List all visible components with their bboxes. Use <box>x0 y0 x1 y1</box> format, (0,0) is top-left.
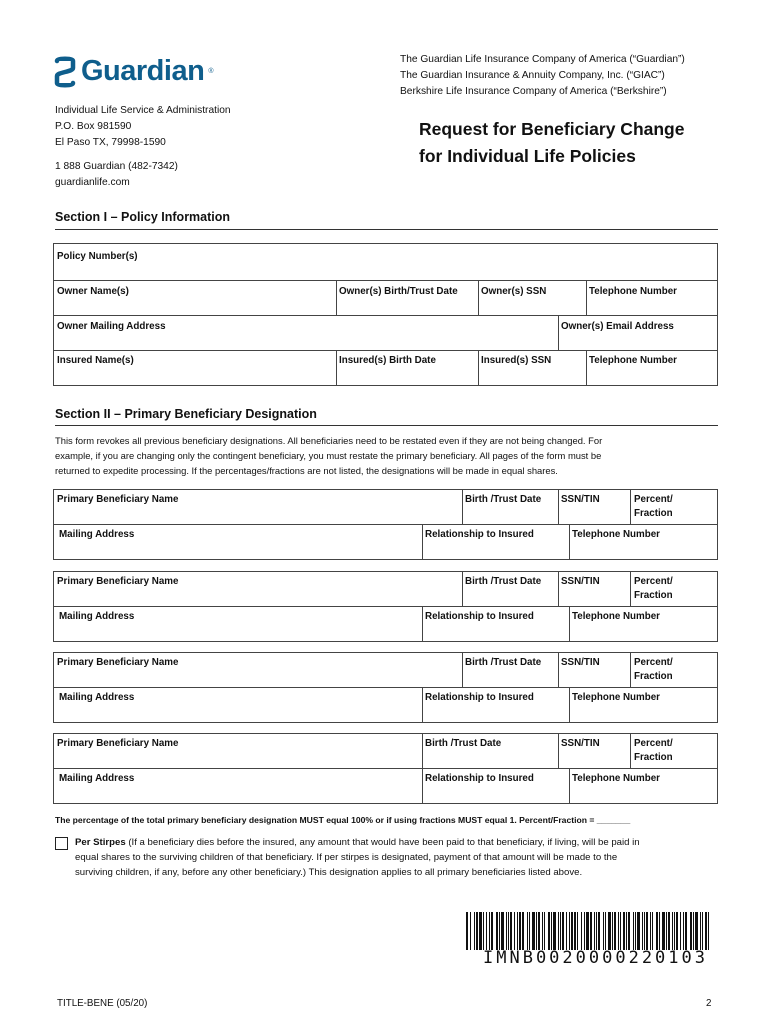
barcode-bar <box>650 912 651 950</box>
beneficiary-percent-field[interactable]: Percent/ Fraction <box>634 576 673 601</box>
barcode-bar <box>608 912 611 950</box>
barcode-bar <box>683 912 684 950</box>
beneficiary-block-3 <box>53 652 718 723</box>
barcode-bar <box>479 912 482 950</box>
barcode-bar <box>695 912 698 950</box>
barcode-bar <box>623 912 625 950</box>
barcode-bar <box>553 912 556 950</box>
barcode-bar <box>668 912 670 950</box>
owner-ssn-field[interactable]: Owner(s) SSN <box>481 286 547 297</box>
barcode-bar <box>662 912 665 950</box>
company-line: The Guardian Insurance & Annuity Company, Inc. (“GIAC”) <box>400 70 665 81</box>
beneficiary-relationship-field[interactable]: Relationship to Insured <box>425 773 534 784</box>
barcode-bar <box>635 912 636 950</box>
beneficiary-block-4 <box>53 733 718 804</box>
barcode-bar <box>551 912 552 950</box>
barcode-bar <box>637 912 640 950</box>
barcode-bar <box>571 912 573 950</box>
barcode-bar <box>672 912 673 950</box>
return-address <box>55 103 231 191</box>
website-line: guardianlife.com <box>55 177 130 188</box>
barcode-bar <box>470 912 471 950</box>
beneficiary-percent-field[interactable]: Percent/ Fraction <box>634 657 673 682</box>
beneficiary-mailing-field[interactable]: Mailing Address <box>59 773 135 784</box>
beneficiary-ssn-field[interactable]: SSN/TIN <box>561 738 600 749</box>
beneficiary-ssn-field[interactable]: SSN/TIN <box>561 576 600 587</box>
barcode-bar <box>680 912 681 950</box>
beneficiary-birth-field[interactable]: Birth /Trust Date <box>465 657 542 668</box>
barcode-bar <box>510 912 512 950</box>
barcode-bar <box>506 912 507 950</box>
policy-number-field[interactable]: Policy Number(s) <box>57 251 138 262</box>
barcode-bar <box>483 912 484 950</box>
form-code: TITLE-BENE (05/20) <box>57 998 148 1009</box>
beneficiary-relationship-field[interactable]: Relationship to Insured <box>425 529 534 540</box>
barcode-bar <box>491 912 493 950</box>
barcode-bar <box>560 912 561 950</box>
document-title: Request for Beneficiary Change for Individual Life Policies <box>419 119 685 166</box>
barcode-bar <box>659 912 660 950</box>
barcode-bar <box>532 912 535 950</box>
barcode-bar <box>476 912 478 950</box>
beneficiary-birth-field[interactable]: Birth /Trust Date <box>465 494 542 505</box>
beneficiary-phone-field[interactable]: Telephone Number <box>572 773 660 784</box>
barcode-bar <box>489 912 490 950</box>
beneficiary-relationship-field[interactable]: Relationship to Insured <box>425 692 534 703</box>
barcode-bar <box>700 912 701 950</box>
owner-birth-field[interactable]: Owner(s) Birth/Trust Date <box>339 286 458 297</box>
beneficiary-name-field[interactable]: Primary Beneficiary Name <box>57 576 179 587</box>
barcode-bar <box>605 912 606 950</box>
insured-birth-field[interactable]: Insured(s) Birth Date <box>339 355 436 366</box>
barcode-bar <box>693 912 694 950</box>
barcode-bar <box>562 912 564 950</box>
page-number: 2 <box>706 998 712 1009</box>
barcode-bar <box>517 912 518 950</box>
owner-email-field[interactable]: Owner(s) Email Address <box>561 321 674 332</box>
company-line: Berkshire Life Insurance Company of America (“Berkshire”) <box>400 86 667 97</box>
section-2-intro: This form revokes all previous beneficiary designations. All beneficiaries need to be restated even if they are not being changed. For example, if you are changing only the contingent beneficiary, you must restate the primary beneficiary. All pages of the form must be returned to expedite processing. If the percentages/fractions are not listed, the designations will be made in equal shares. <box>55 435 603 476</box>
barcode-bar <box>596 912 597 950</box>
per-stirpes-label: Per Stirpes <box>75 837 126 848</box>
barcode-bars <box>466 912 710 950</box>
barcode-bar <box>644 912 645 950</box>
barcode-bar <box>614 912 616 950</box>
barcode-bar <box>586 912 589 950</box>
barcode-text: IMNB0020000220103 <box>483 948 708 968</box>
barcode-bar <box>705 912 707 950</box>
barcode-bar <box>566 912 567 950</box>
barcode-bar <box>590 912 592 950</box>
barcode-bar <box>514 912 515 950</box>
logo-wordmark: Guardian <box>81 55 205 87</box>
section-1-title: Section I – Policy Information <box>55 210 231 224</box>
barcode-bar <box>676 912 678 950</box>
insured-phone-field[interactable]: Telephone Number <box>589 355 677 366</box>
barcode-bar <box>612 912 613 950</box>
beneficiary-name-field[interactable]: Primary Beneficiary Name <box>57 494 179 505</box>
beneficiary-mailing-field[interactable]: Mailing Address <box>59 611 135 622</box>
barcode-bar <box>628 912 630 950</box>
barcode-bar <box>652 912 653 950</box>
barcode-bar <box>618 912 619 950</box>
barcode-bar <box>519 912 521 950</box>
owner-mailing-field[interactable]: Owner Mailing Address <box>57 321 166 332</box>
beneficiary-ssn-field[interactable]: SSN/TIN <box>561 657 600 668</box>
barcode-bar <box>486 912 487 950</box>
beneficiary-mailing-field[interactable]: Mailing Address <box>59 529 135 540</box>
barcode-bar <box>620 912 621 950</box>
policy-info-table <box>53 243 718 386</box>
section-2-rule <box>55 425 718 426</box>
percentage-total-note: The percentage of the total primary beneficiary designation MUST equal 100% or if using fractions MUST equal 1. Percent/Fraction = _______ <box>55 815 631 825</box>
barcode-bar <box>496 912 498 950</box>
company-list <box>400 52 685 100</box>
insured-name-field[interactable]: Insured Name(s) <box>57 355 134 366</box>
barcode-bar <box>626 912 627 950</box>
barcode-bar <box>633 912 634 950</box>
barcode-bar <box>501 912 504 950</box>
barcode-bar <box>581 912 582 950</box>
beneficiary-name-field[interactable]: Primary Beneficiary Name <box>57 657 179 668</box>
address-line: Individual Life Service & Administration <box>55 105 231 116</box>
barcode-bar <box>542 912 543 950</box>
barcode-bar <box>577 912 578 950</box>
barcode-bar <box>508 912 509 950</box>
beneficiary-name-field[interactable]: Primary Beneficiary Name <box>57 738 179 749</box>
beneficiary-phone-field[interactable]: Telephone Number <box>572 692 660 703</box>
barcode-bar <box>656 912 658 950</box>
barcode-bar <box>527 912 528 950</box>
per-stirpes-text: Per Stirpes (If a beneficiary dies before the insured, any amount that would have been paid to that beneficiary, if living, will be paid in equal shares to the surviving children of that beneficiary. If per stirpes is designated, payment of that amount will be made to the surviving children, if any, before any other beneficiary.) This designation applies to all primary beneficiaries listed above. <box>75 837 640 878</box>
barcode-bar <box>646 912 648 950</box>
barcode <box>466 912 710 950</box>
beneficiary-phone-field[interactable]: Telephone Number <box>572 529 660 540</box>
barcode-bar <box>538 912 540 950</box>
guardian-logo <box>53 55 213 88</box>
barcode-bar <box>474 912 475 950</box>
beneficiary-block-2 <box>53 571 718 642</box>
insured-ssn-field[interactable]: Insured(s) SSN <box>481 355 552 366</box>
barcode-bar <box>674 912 675 950</box>
barcode-bar <box>499 912 500 950</box>
beneficiary-percent-field[interactable]: Percent/ Fraction <box>634 494 673 519</box>
barcode-bar <box>666 912 667 950</box>
barcode-bar <box>690 912 692 950</box>
barcode-bar <box>685 912 687 950</box>
beneficiary-birth-field[interactable]: Birth /Trust Date <box>425 738 502 749</box>
beneficiary-relationship-field[interactable]: Relationship to Insured <box>425 611 534 622</box>
beneficiary-phone-field[interactable]: Telephone Number <box>572 611 660 622</box>
barcode-bar <box>642 912 643 950</box>
barcode-bar <box>702 912 703 950</box>
section-2-title: Section II – Primary Beneficiary Designation <box>55 407 317 421</box>
owner-phone-field[interactable]: Telephone Number <box>589 286 677 297</box>
section-1-rule <box>55 229 718 230</box>
barcode-bar <box>603 912 604 950</box>
barcode-bar <box>548 912 550 950</box>
barcode-bar <box>529 912 530 950</box>
beneficiary-ssn-field[interactable]: SSN/TIN <box>561 494 600 505</box>
phone-line: 1 888 Guardian (482-7342) <box>55 161 178 172</box>
beneficiary-mailing-field[interactable]: Mailing Address <box>59 692 135 703</box>
beneficiary-percent-field[interactable]: Percent/ Fraction <box>634 738 673 763</box>
per-stirpes-checkbox[interactable] <box>55 837 68 850</box>
barcode-bar <box>522 912 524 950</box>
barcode-bar <box>544 912 545 950</box>
guardian-shield-icon <box>53 56 77 88</box>
beneficiary-birth-field[interactable]: Birth /Trust Date <box>465 576 542 587</box>
barcode-bar <box>466 912 468 950</box>
beneficiary-block-1 <box>53 489 718 560</box>
barcode-bar <box>584 912 585 950</box>
logo-registered-mark: ® <box>208 68 214 75</box>
barcode-bar <box>708 912 709 950</box>
barcode-bar <box>598 912 600 950</box>
barcode-bar <box>594 912 595 950</box>
barcode-bar <box>569 912 570 950</box>
company-line: The Guardian Life Insurance Company of America (“Guardian”) <box>400 54 685 65</box>
barcode-bar <box>536 912 537 950</box>
barcode-bar <box>558 912 559 950</box>
address-line: El Paso TX, 79998-1590 <box>55 137 166 148</box>
owner-name-field[interactable]: Owner Name(s) <box>57 286 129 297</box>
address-line: P.O. Box 981590 <box>55 121 132 132</box>
barcode-bar <box>574 912 576 950</box>
